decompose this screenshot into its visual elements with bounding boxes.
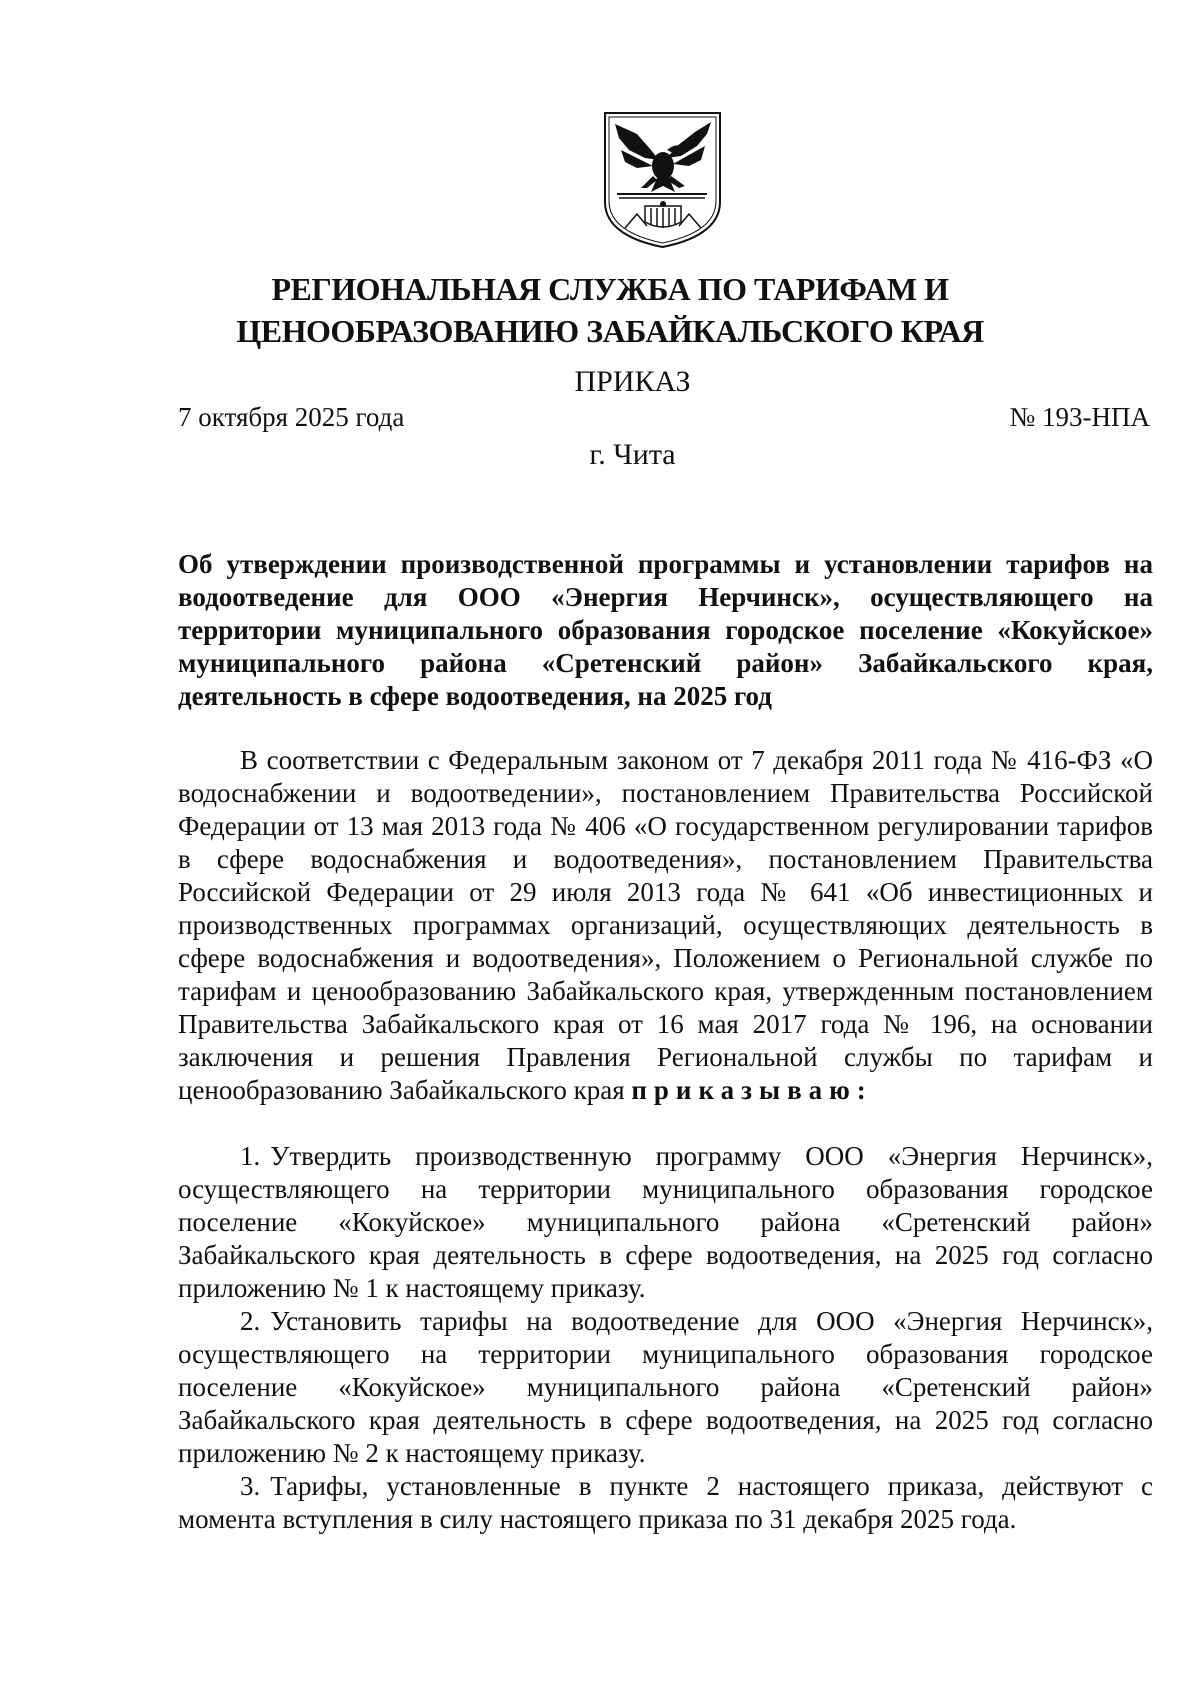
- document-body: [178, 744, 1153, 1536]
- order-item-number: 3.: [240, 1471, 261, 1501]
- document-title: Об утверждении производственной программы и установлении тарифов на водоотведение для ООО «Энергия Нерчинск», осуществляющего на территории муниципального образования городское поселение «Кокуйское» муниципального района «Сретенский район» Забайкальского края, деятельность в сфере водоотведения, на 2025 год: [178, 549, 1153, 711]
- order-item-number: 2.: [240, 1306, 261, 1336]
- agency-name-line-2: ЦЕНООБРАЗОВАНИЮ ЗАБАЙКАЛЬСКОГО КРАЯ: [236, 313, 984, 349]
- order-item-number: 1.: [240, 1141, 261, 1171]
- preamble-text: В соответствии с Федеральным законом от 7 декабря 2011 года № 416-ФЗ «О водоснабжении и водоотведении», постановлением Правительства Российской Федерации от 13 мая 2013 года № 406 «О государственном регулировании тарифов в сфере водоснабжения и водоотведения», постановлением Правительства Российской Федерации от 29 июля 2013 года № 641 «Об инвестиционных и производственных программах организаций, осуществляющих деятельность в сфере водоснабжения и водоотведения», Положением о Региональной службе по тарифам и ценообразованию Забайкальского края, утвержденным постановлением Правительства Забайкальского края от 16 мая 2017 года № 196, на основании заключения и решения Правления Региональной службы по тарифам и ценообразованию Забайкальского края: [178, 745, 1153, 1105]
- preamble-paragraph: [178, 744, 1153, 1107]
- coat-of-arms-emblem: [601, 110, 724, 250]
- order-item-1: [178, 1140, 1153, 1305]
- document-number: № 193-НПА: [1009, 402, 1150, 432]
- order-item-text: Тарифы, установленные в пункте 2 настоящего приказа, действуют с момента вступления в силу настоящего приказа по 31 декабря 2025 года.: [178, 1471, 1153, 1534]
- order-word: приказываю:: [631, 1075, 873, 1105]
- agency-name: [150, 268, 1070, 352]
- document-city: г. Чита: [589, 438, 676, 471]
- order-item-text: Утвердить производственную программу ООО «Энергия Нерчинск», осуществляющего на территории муниципального образования городское поселение «Кокуйское» муниципального района «Сретенский район» Забайкальского края деятельность в сфере водоотведения, на 2025 год согласно приложению № 1 к настоящему приказу.: [178, 1141, 1153, 1303]
- document-type: ПРИКАЗ: [574, 365, 691, 398]
- order-item-2: [178, 1305, 1153, 1470]
- order-item-3: [178, 1470, 1153, 1536]
- document-date: 7 октября 2025 года: [178, 402, 405, 432]
- order-item-text: Установить тарифы на водоотведение для ООО «Энергия Нерчинск», осуществляющего на территории муниципального образования городское поселение «Кокуйское» муниципального района «Сретенский район» Забайкальского края деятельность в сфере водоотведения, на 2025 год согласно приложению № 2 к настоящему приказу.: [178, 1306, 1153, 1468]
- agency-name-line-1: РЕГИОНАЛЬНАЯ СЛУЖБА ПО ТАРИФАМ И: [271, 271, 949, 307]
